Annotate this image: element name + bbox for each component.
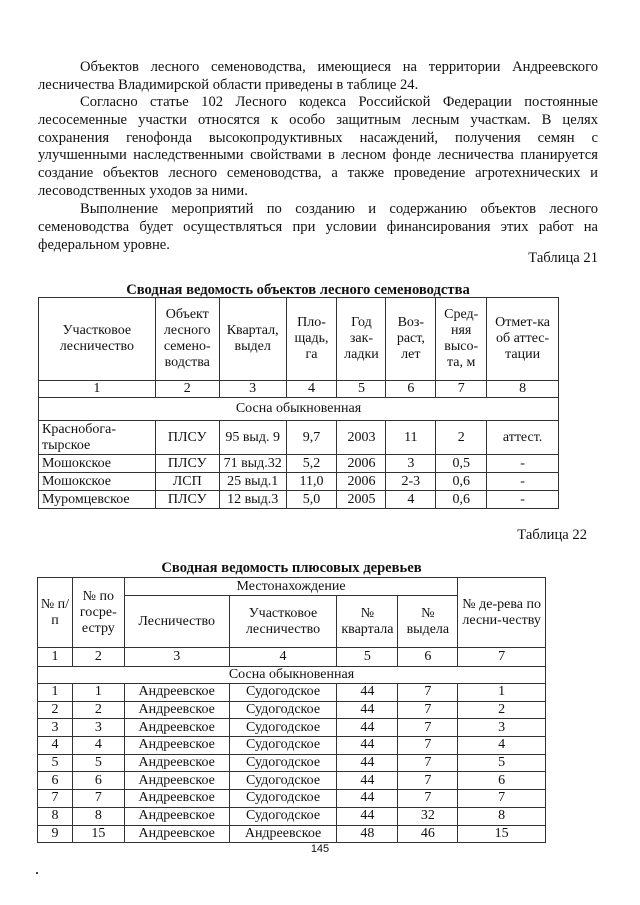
paragraph-text: Объектов лесного семеноводства, имеющиеся на территории Андреевского лесничества Владимирской области приведены в таблице 24. bbox=[38, 59, 598, 93]
table-cell: 2 bbox=[38, 701, 73, 719]
table-cell: 9,7 bbox=[286, 421, 337, 455]
table-cell: 0,5 bbox=[436, 455, 487, 473]
table-cell: 7 bbox=[398, 754, 458, 772]
table-cell: 5 bbox=[458, 754, 546, 772]
table-cell: 15 bbox=[458, 825, 546, 843]
table-cell: - bbox=[487, 491, 559, 509]
table-cell: Андреевское bbox=[124, 719, 229, 737]
table-cell: 2 bbox=[155, 381, 219, 398]
table-row bbox=[38, 684, 546, 702]
table-cell: 8 bbox=[458, 807, 546, 825]
table-row bbox=[38, 701, 546, 719]
table-cell: Андреевское bbox=[124, 772, 229, 790]
table-cell: 6 bbox=[458, 772, 546, 790]
table-cell: 48 bbox=[337, 825, 398, 843]
table-row bbox=[38, 825, 546, 843]
table-cell: 7 bbox=[38, 790, 73, 808]
table-cell: 95 выд. 9 bbox=[219, 421, 286, 455]
table-cell: Год зак-ладки bbox=[337, 298, 386, 381]
scan-speck bbox=[36, 872, 38, 874]
table-cell: - bbox=[487, 473, 559, 491]
table-cell: 7 bbox=[398, 701, 458, 719]
table-row bbox=[39, 421, 559, 455]
table21-label: Таблица 21 bbox=[528, 250, 598, 266]
table-cell: 44 bbox=[337, 772, 398, 790]
table-cell: Андреевское bbox=[229, 825, 337, 843]
table-cell: 4 bbox=[229, 648, 337, 667]
table-cell: 8 bbox=[72, 807, 124, 825]
table-cell: Судогодское bbox=[229, 719, 337, 737]
table-cell: - bbox=[487, 455, 559, 473]
header-row bbox=[38, 578, 546, 596]
table21 bbox=[38, 297, 559, 509]
header-cell: Местонахождение bbox=[124, 578, 458, 596]
table-cell: 1 bbox=[39, 381, 156, 398]
table-cell: 44 bbox=[337, 684, 398, 702]
table-row bbox=[38, 737, 546, 755]
table-cell: Объект лесного семено-водства bbox=[155, 298, 219, 381]
table-row bbox=[38, 754, 546, 772]
header-row bbox=[39, 298, 559, 381]
table-cell: 4 bbox=[38, 737, 73, 755]
group-row bbox=[39, 398, 559, 421]
table-cell: 25 выд.1 bbox=[219, 473, 286, 491]
table-row bbox=[38, 719, 546, 737]
table-cell: Мошокское bbox=[39, 473, 156, 491]
header-cell: Участковое лесничество bbox=[229, 596, 337, 648]
table-cell: 7 bbox=[398, 719, 458, 737]
table-cell: 44 bbox=[337, 790, 398, 808]
table-cell: 7 bbox=[458, 790, 546, 808]
table-cell: 2006 bbox=[337, 455, 386, 473]
table-cell: 2 bbox=[458, 701, 546, 719]
group-row bbox=[38, 667, 546, 684]
number-row bbox=[39, 381, 559, 398]
table-cell: Андреевское bbox=[124, 790, 229, 808]
table-cell: Судогодское bbox=[229, 772, 337, 790]
table-cell: 44 bbox=[337, 754, 398, 772]
table-cell: 2 bbox=[72, 701, 124, 719]
table-cell: 2006 bbox=[337, 473, 386, 491]
table-cell: аттест. bbox=[487, 421, 559, 455]
table-cell: Воз-раст, лет bbox=[386, 298, 436, 381]
table-cell: 0,6 bbox=[436, 491, 487, 509]
table-cell: 1 bbox=[458, 684, 546, 702]
table-cell: 6 bbox=[398, 648, 458, 667]
table-cell: 4 bbox=[286, 381, 337, 398]
table-cell: Муромцевское bbox=[39, 491, 156, 509]
table-cell: 2-3 bbox=[386, 473, 436, 491]
table-cell: Андреевское bbox=[124, 701, 229, 719]
table22-label: Таблица 22 bbox=[517, 527, 587, 543]
table22-title: Сводная ведомость плюсовых деревьев bbox=[161, 560, 422, 576]
table-row bbox=[38, 772, 546, 790]
table-cell: Мошокское bbox=[39, 455, 156, 473]
table-cell: Судогодское bbox=[229, 754, 337, 772]
table-cell: 3 bbox=[386, 455, 436, 473]
table-cell: 7 bbox=[398, 684, 458, 702]
table-cell: 7 bbox=[398, 737, 458, 755]
table-row bbox=[38, 790, 546, 808]
header-cell: № по госре-естру bbox=[72, 578, 124, 648]
table-cell: Андреевское bbox=[124, 737, 229, 755]
table22 bbox=[37, 577, 546, 843]
table-cell: 6 bbox=[386, 381, 436, 398]
table-cell: Судогодское bbox=[229, 807, 337, 825]
table-cell: 5,2 bbox=[286, 455, 337, 473]
table-cell: 71 выд.32 bbox=[219, 455, 286, 473]
table-cell: 3 bbox=[458, 719, 546, 737]
table-cell: Андреевское bbox=[124, 684, 229, 702]
table-cell: Андреевское bbox=[124, 754, 229, 772]
table-cell: 7 bbox=[458, 648, 546, 667]
table-cell: Краснобога-тырское bbox=[39, 421, 156, 455]
header-cell: № выдела bbox=[398, 596, 458, 648]
paragraph-text: Выполнение мероприятий по созданию и содержанию объектов лесного семеноводства будет осуществляться при условии финансирования этих работ на федеральном уровне. bbox=[38, 201, 598, 253]
table-cell: Судогодское bbox=[229, 737, 337, 755]
table-cell: 5 bbox=[337, 648, 398, 667]
table-cell: 44 bbox=[337, 719, 398, 737]
table-cell: 3 bbox=[72, 719, 124, 737]
table-cell: 4 bbox=[386, 491, 436, 509]
table-cell: 6 bbox=[38, 772, 73, 790]
table-cell: ПЛСУ bbox=[155, 491, 219, 509]
table-cell: 1 bbox=[72, 684, 124, 702]
table-cell: 44 bbox=[337, 737, 398, 755]
header-cell: Лесничество bbox=[124, 596, 229, 648]
page-number: 145 bbox=[310, 843, 330, 855]
table-cell: 9 bbox=[38, 825, 73, 843]
table-cell: 5 bbox=[38, 754, 73, 772]
table-cell: 5,0 bbox=[286, 491, 337, 509]
table-cell: Сред-няя высо-та, м bbox=[436, 298, 487, 381]
table-cell: Андреевское bbox=[124, 807, 229, 825]
table-cell: 7 bbox=[436, 381, 487, 398]
table-cell: 5 bbox=[72, 754, 124, 772]
paragraph-3 bbox=[38, 201, 598, 254]
table-cell: 4 bbox=[72, 737, 124, 755]
table-cell: 1 bbox=[38, 684, 73, 702]
group-cell: Сосна обыкновенная bbox=[39, 398, 559, 421]
table-cell: 12 выд.3 bbox=[219, 491, 286, 509]
table-row bbox=[39, 473, 559, 491]
table-cell: ЛСП bbox=[155, 473, 219, 491]
table-row bbox=[38, 807, 546, 825]
header-cell: № п/п bbox=[38, 578, 73, 648]
table-cell: Судогодское bbox=[229, 790, 337, 808]
table-cell: 4 bbox=[458, 737, 546, 755]
table-cell: 44 bbox=[337, 701, 398, 719]
table-cell: 7 bbox=[398, 772, 458, 790]
table-cell: 11 bbox=[386, 421, 436, 455]
table-cell: ПЛСУ bbox=[155, 455, 219, 473]
table-cell: 0,6 bbox=[436, 473, 487, 491]
header-cell: № де-рева по лесни-честву bbox=[458, 578, 546, 648]
paragraph-1 bbox=[38, 59, 598, 95]
table-cell: 3 bbox=[38, 719, 73, 737]
table-cell: 2005 bbox=[337, 491, 386, 509]
table-cell: ПЛСУ bbox=[155, 421, 219, 455]
table-cell: 6 bbox=[72, 772, 124, 790]
table-cell: 46 bbox=[398, 825, 458, 843]
table-cell: 8 bbox=[38, 807, 73, 825]
paragraph-text: Согласно статье 102 Лесного кодекса Российской Федерации постоянные лесосеменные участки относятся к особо защитным лесным участкам. В целях сохранения генофонда высокопродуктивных насаждений, получения семян с улучшенными наследственными свойствами в лесном фонде лесничества планируется создание объектов лесного семеноводства, а также проведение агротехнических и лесоводственных уходов за ними. bbox=[38, 94, 598, 199]
table21-title: Сводная ведомость объектов лесного семеноводства bbox=[126, 282, 470, 298]
table-cell: 32 bbox=[398, 807, 458, 825]
table-cell: Пло-щадь, га bbox=[286, 298, 337, 381]
table-cell: 15 bbox=[72, 825, 124, 843]
table-cell: Участковое лесничество bbox=[39, 298, 156, 381]
table-cell: 2003 bbox=[337, 421, 386, 455]
table-cell: 2 bbox=[436, 421, 487, 455]
table-row bbox=[39, 455, 559, 473]
table-cell: 3 bbox=[124, 648, 229, 667]
table-cell: 2 bbox=[72, 648, 124, 667]
paragraph-2 bbox=[38, 94, 598, 201]
table-cell: 11,0 bbox=[286, 473, 337, 491]
table-cell: 7 bbox=[398, 790, 458, 808]
table-cell: 7 bbox=[72, 790, 124, 808]
table-cell: 1 bbox=[38, 648, 73, 667]
header-cell: № квартала bbox=[337, 596, 398, 648]
group-cell: Сосна обыкновенная bbox=[38, 667, 546, 684]
table-cell: 8 bbox=[487, 381, 559, 398]
table-row bbox=[39, 491, 559, 509]
table-cell: Судогодское bbox=[229, 684, 337, 702]
table-cell: Квартал, выдел bbox=[219, 298, 286, 381]
number-row bbox=[38, 648, 546, 667]
table-cell: 3 bbox=[219, 381, 286, 398]
table-cell: Андреевское bbox=[124, 825, 229, 843]
table-cell: 44 bbox=[337, 807, 398, 825]
table-cell: Судогодское bbox=[229, 701, 337, 719]
table-cell: 5 bbox=[337, 381, 386, 398]
table-cell: Отмет-ка об аттес-тации bbox=[487, 298, 559, 381]
